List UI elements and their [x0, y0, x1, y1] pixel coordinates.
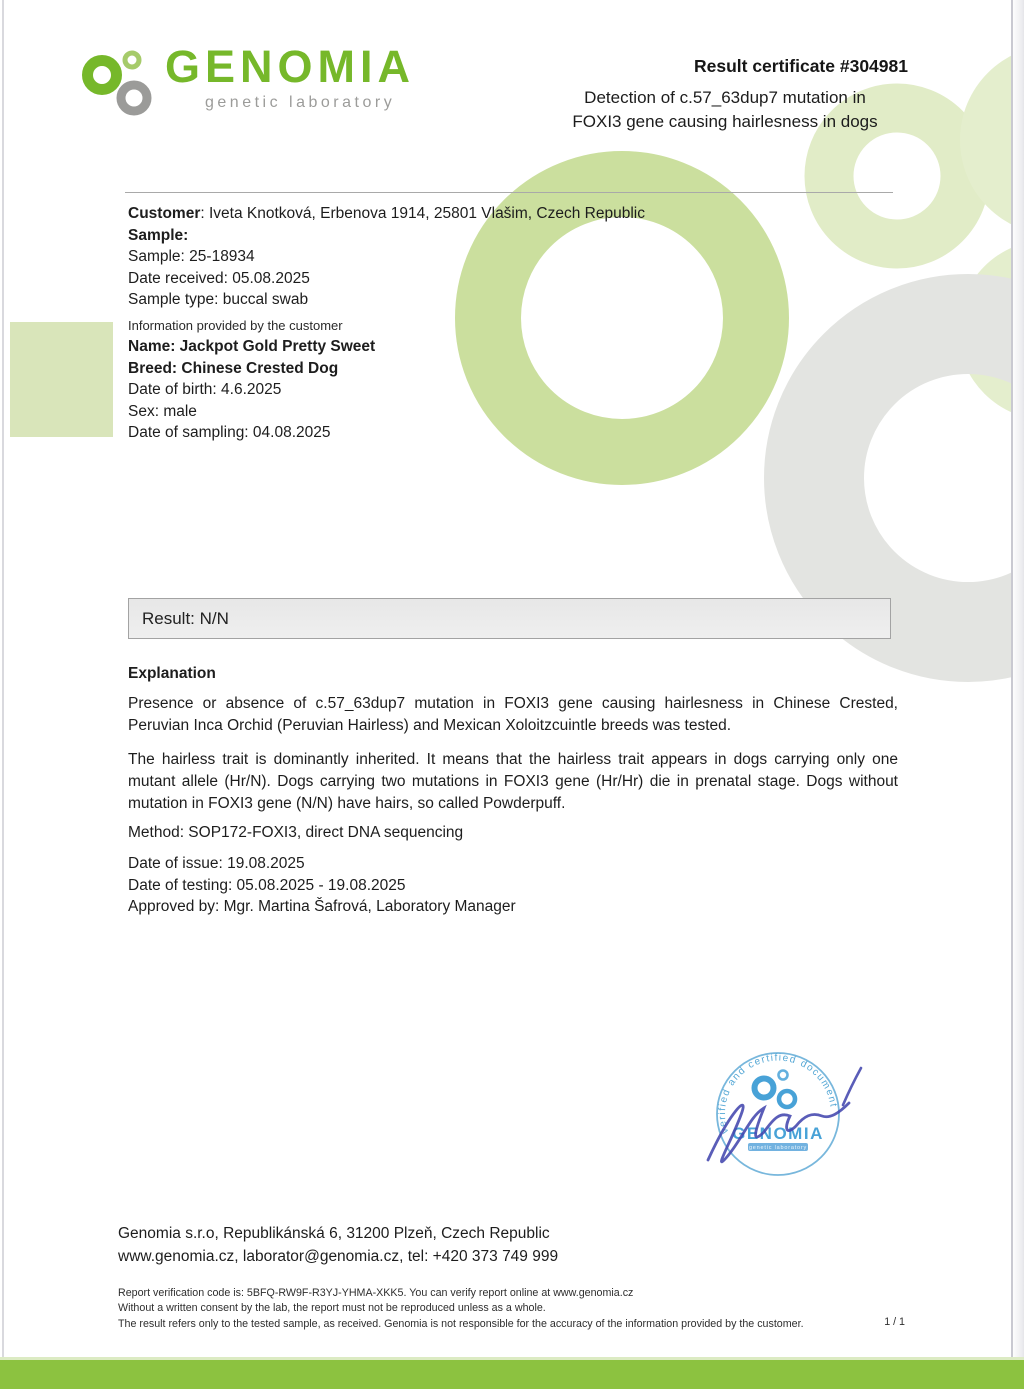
stamp-ring-text: verified and certified document	[716, 1052, 839, 1135]
test-subtitle-line2: FOXI3 gene causing hairlesness in dogs	[572, 112, 878, 131]
genomia-logo	[73, 38, 433, 128]
animal-sampling-date: Date of sampling: 04.08.2025	[128, 424, 331, 441]
report-header	[540, 56, 910, 134]
sample-id: Sample: 25-18934	[128, 248, 255, 265]
svg-text:verified and certified documen	[717, 1052, 839, 1134]
lab-contacts: www.genomia.cz, laborator@genomia.cz, tel: +420 373 749 999	[118, 1247, 559, 1265]
issue-dates-section	[128, 853, 516, 918]
result-value: Result: N/N	[142, 608, 229, 628]
explanation-heading: Explanation	[128, 665, 216, 682]
gray-ring-right	[814, 324, 1024, 632]
approved-by: Approved by: Mgr. Martina Šafrová, Laboratory Manager	[128, 898, 516, 915]
date-of-testing: Date of testing: 05.08.2025 - 19.08.2025	[128, 876, 406, 894]
stamp-tagline: genetic laboratory	[748, 1145, 808, 1152]
sample-heading: Sample:	[128, 226, 189, 244]
decorative-green-block	[10, 322, 113, 437]
lab-address: Genomia s.r.o, Republikánská 6, 31200 Plzeň, Czech Republic	[118, 1225, 550, 1242]
certificate-title: Result certificate #304981	[693, 56, 908, 76]
sample-type: Sample type: buccal swab	[128, 291, 309, 308]
result-box	[128, 598, 891, 639]
date-of-issue: Date of issue: 19.08.2025	[128, 855, 305, 872]
test-subtitle-line1: Detection of c.57_63dup7 mutation in	[584, 88, 866, 107]
logo-wordmark: GENOMIA	[165, 41, 416, 92]
page-left-edge	[2, 0, 4, 1357]
certification-stamp-icon	[690, 1042, 900, 1217]
explanation-paragraph-1: Presence or absence of c.57_63dup7 mutation in FOXI3 gene causing hairlesness in Chinese Crested, Peruvian Inca Orchid (Peruvian Hairless) and Mexican Xoloitzcuintle breeds was tested.	[128, 695, 898, 734]
fine-print-section	[118, 1286, 838, 1332]
info-provided-heading: Information provided by the customer	[128, 318, 343, 333]
customer-value: : Iveta Knotková, Erbenova 1914, 25801 Vlašim, Czech Republic	[200, 205, 645, 222]
reproduction-notice-line: Without a written consent by the lab, the report must not be reproduced unless as a whole.	[118, 1302, 546, 1315]
lab-address-section	[118, 1223, 558, 1268]
stamp-wordmark: GENOMIA	[732, 1124, 824, 1143]
stamp-and-signature	[690, 1042, 900, 1217]
logo-tagline: genetic laboratory	[205, 94, 396, 111]
genomia-logo-icon	[73, 38, 163, 128]
method-line: Method: SOP172-FOXI3, direct DNA sequencing	[128, 824, 464, 841]
header-divider	[125, 192, 893, 193]
explanation-paragraph-2: The hairless trait is dominantly inherited. It means that the hairless trait appears in dogs carrying only one mutant allele (Hr/N). Dogs carrying two mutations in FOXI3 gene (Hr/Hr) die in prenatal stage. Dogs without mutation in FOXI3 gene (N/N) have hairs, so called Powderpuff.	[128, 751, 898, 812]
customer-label: Customer	[128, 205, 201, 222]
customer-line	[128, 203, 828, 225]
customer-section	[128, 203, 828, 311]
verification-code-line: Report verification code is: 5BFQ-RW9F-R3YJ-YHMA-XKK5. You can verify report online at www.genomia.cz	[118, 1287, 634, 1299]
date-received: Date received: 05.08.2025	[128, 269, 310, 287]
page-right-edge	[1011, 0, 1024, 1357]
page-number: 1 / 1	[884, 1316, 905, 1328]
animal-birthdate: Date of birth: 4.6.2025	[128, 381, 282, 398]
animal-name: Name: Jackpot Gold Pretty Sweet	[128, 338, 376, 355]
footer-green-bar	[0, 1357, 1024, 1389]
animal-breed: Breed: Chinese Crested Dog	[128, 359, 339, 377]
animal-sex: Sex: male	[128, 402, 197, 420]
disclaimer-line: The result refers only to the tested sample, as received. Genomia is not responsible for the accuracy of the information provided by the customer.	[118, 1317, 804, 1330]
animal-info-section	[128, 315, 828, 444]
